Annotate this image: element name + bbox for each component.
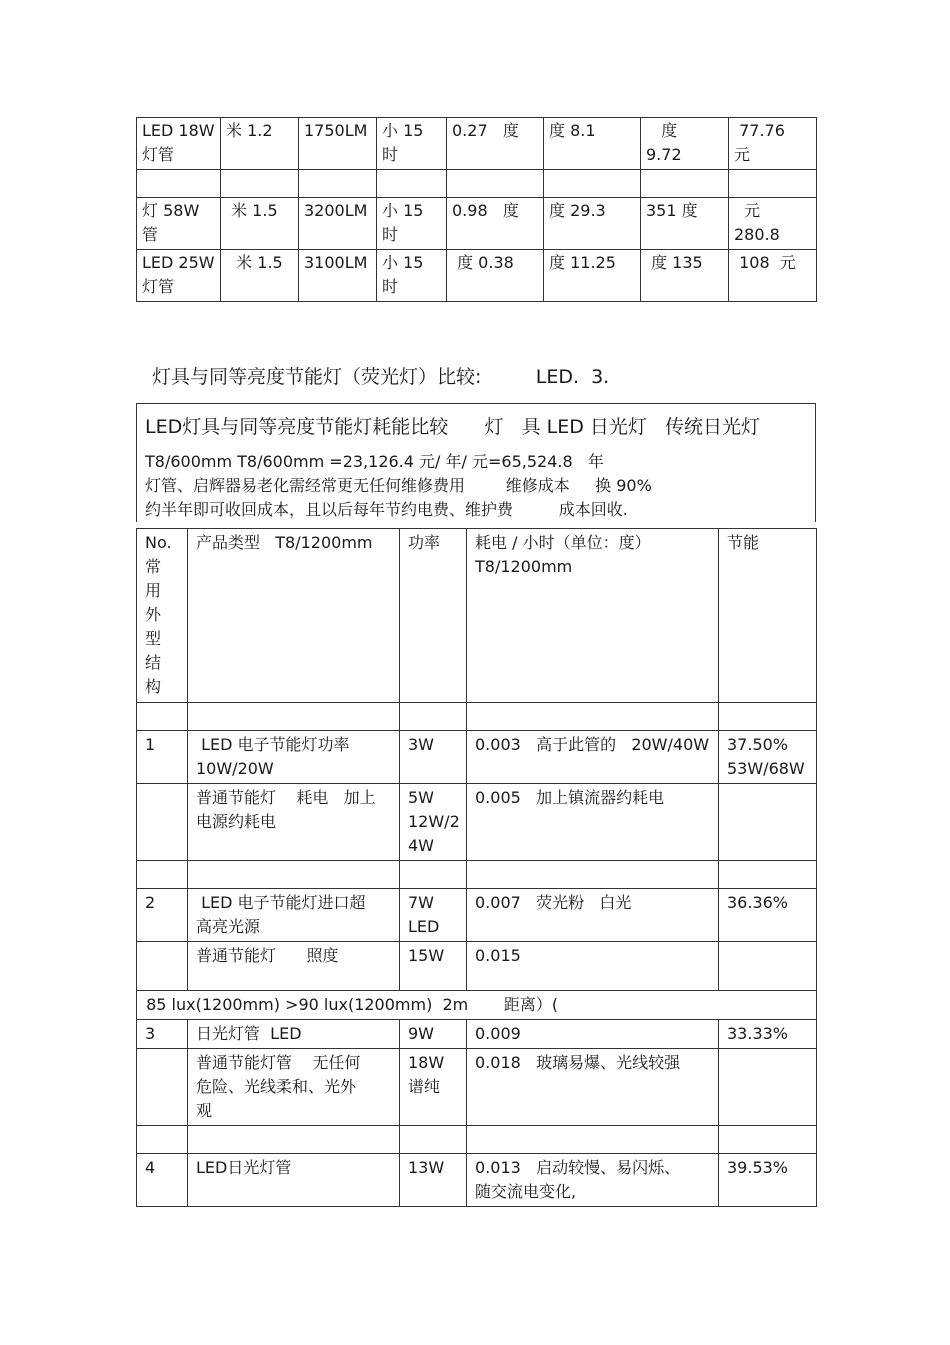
table-cell: 度 9.72 [641,118,729,170]
table-cell: 度 0.38 [447,250,544,302]
table-cell: 度 8.1 [544,118,641,170]
table-cell: 小 15 时 [377,198,447,250]
table-cell: 米 1.2 [221,118,299,170]
table-cell: 0.007 荧光粉 白光 [467,889,719,942]
energy-cost-table [136,117,817,302]
table-cell: 度 135 [641,250,729,302]
comparison-title: LED灯具与同等亮度节能灯耗能比较 灯 具 LED 日光灯 传统日光灯 [145,416,760,438]
table-cell: 108 元 [729,250,817,302]
table-row [137,784,817,861]
comparison-line-3: 约半年即可收回成本，且以后每年节约电费、维护费 成本回收. [145,500,628,519]
table-row [137,198,817,250]
table-cell: 普通节能灯 照度 [188,942,400,991]
table-cell: 普通节能灯 耗电 加上 电源约耗电 [188,784,400,861]
table-cell: 小 15 时 [377,250,447,302]
table-row [137,1049,817,1126]
table-cell [447,170,544,198]
table-cell: 1 [137,731,188,784]
table-cell [719,784,817,861]
table-cell: 18W 谱纯 [400,1049,467,1126]
table-cell: 元 280.8 [729,198,817,250]
span-note-row [137,991,817,1020]
table-row [137,1020,817,1049]
table-cell: 7W LED [400,889,467,942]
section-heading: 灯具与同等亮度节能灯（荧光灯）比较: LED. 3. [152,366,610,388]
table-cell: 351 度 [641,198,729,250]
table-cell: LED 18W 灯管 [137,118,221,170]
table-cell: 15W [400,942,467,991]
table-row [137,889,817,942]
table-cell: 米 1.5 [221,250,299,302]
table-cell: 0.013 启动较慢、易闪烁、 随交流电变化, [467,1154,719,1207]
table-cell: LED 25W 灯管 [137,250,221,302]
spacer-row [137,170,817,198]
table-cell: 灯 58W 管 [137,198,221,250]
table-cell: 0.003 高于此管的 20W/40W [467,731,719,784]
product-comparison-table [136,528,817,1207]
table-cell [719,942,817,991]
table-cell: LED 电子节能灯功率 10W/20W [188,731,400,784]
header-no: No. 常 用 外 型 结 构 [137,529,188,703]
table-cell: 小 15 时 [377,118,447,170]
table-cell: 度 29.3 [544,198,641,250]
table-row [137,250,817,302]
table-cell: 1750LM [299,118,377,170]
table-cell: 0.015 [467,942,719,991]
table-cell [377,170,447,198]
comparison-line-2: 灯管、启辉器易老化需经常更无任何维修费用 维修成本 换 90% [145,476,652,495]
table-cell: 9W [400,1020,467,1049]
table-cell: 普通节能灯管 无任何 危险、光线柔和、光外 观 [188,1049,400,1126]
table-cell: 4 [137,1154,188,1207]
table-cell [221,170,299,198]
header-saving: 节能 [719,529,817,703]
table-cell: 77.76 元 [729,118,817,170]
table-cell [137,1049,188,1126]
table-cell [137,942,188,991]
table-cell [719,1049,817,1126]
table-cell: 37.50% 53W/68W [719,731,817,784]
spacer-row [137,861,817,889]
header-power: 功率 [400,529,467,703]
table-cell: 0.27 度 [447,118,544,170]
table-cell: 3100LM [299,250,377,302]
table-cell: 度 11.25 [544,250,641,302]
table-cell: LED 电子节能灯进口超 高亮光源 [188,889,400,942]
table-row [137,1154,817,1207]
comparison-box [136,403,816,522]
table-cell: 3200LM [299,198,377,250]
table-row [137,942,817,991]
table-cell: 36.36% [719,889,817,942]
table-cell [299,170,377,198]
table-row [137,118,817,170]
table-cell: 2 [137,889,188,942]
spacer-row [137,703,817,731]
table-row [137,731,817,784]
table-cell: 13W [400,1154,467,1207]
table-cell: LED日光灯管 [188,1154,400,1207]
table-cell: 米 1.5 [221,198,299,250]
table-cell: 39.53% [719,1154,817,1207]
table-cell [641,170,729,198]
table-header-row [137,529,817,703]
table-cell: 5W 12W/2 4W [400,784,467,861]
table-cell: 3 [137,1020,188,1049]
table-cell [137,784,188,861]
table-cell [137,170,221,198]
comparison-line-1: T8/600mm T8/600mm =23,126.4 元/ 年/ 元=65,524.8 年 [145,452,604,471]
header-consumption: 耗电 / 小时（单位：度） T8/1200mm [467,529,719,703]
table-cell: 3W [400,731,467,784]
header-type: 产品类型 T8/1200mm [188,529,400,703]
table-cell: 33.33% [719,1020,817,1049]
spacer-row [137,1126,817,1154]
table-cell: 日光灯管 LED [188,1020,400,1049]
table-cell [544,170,641,198]
table-cell: 0.005 加上镇流器约耗电 [467,784,719,861]
table-cell: 0.98 度 [447,198,544,250]
span-note: 85 lux(1200mm) >90 lux(1200mm) 2m 距离）( [137,991,817,1020]
table-cell: 0.009 [467,1020,719,1049]
table-cell: 0.018 玻璃易爆、光线较强 [467,1049,719,1126]
table-cell [729,170,817,198]
